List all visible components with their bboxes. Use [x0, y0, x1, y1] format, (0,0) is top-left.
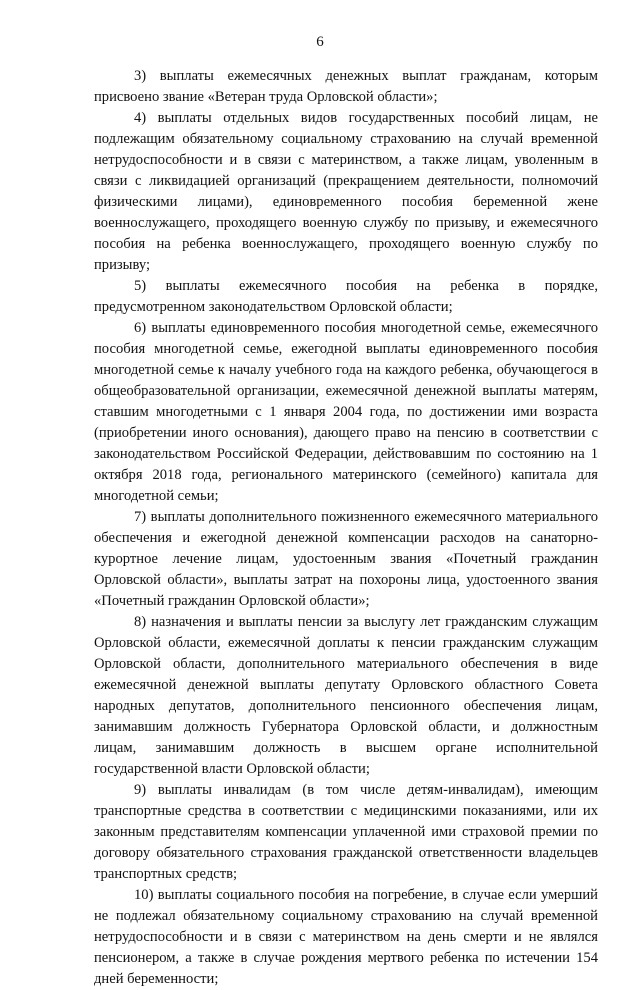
document-body	[94, 66, 598, 990]
paragraph-item-10: 10) выплаты социального пособия на погребение, в случае если умерший не подлежал обязательному социальному страхованию на случай временной нетрудоспособности и в связи с материнством на день смерти и не являлся пенсионером, а также в случае рождения мертвого ребенка по истечении 154 дней беременности;	[94, 887, 598, 987]
paragraph-item-3: 3) выплаты ежемесячных денежных выплат гражданам, которым присвоено звание «Ветеран труда Орловской области»;	[94, 68, 598, 105]
paragraph-item-6: 6) выплаты единовременного пособия многодетной семье, ежемесячного пособия многодетной семье, ежегодной выплаты единовременного пособия многодетной семье к началу учебного года на каждого ребенка, обучающегося в общеобразовательной организации, ежемесячной денежной выплаты матерям, ставшим многодетными с 1 января 2004 года, по достижении ими возраста (приобретении иного основания), дающего право на пенсию в соответствии с законодательством Российской Федерации, действовавшим по состоянию на 1 октября 2018 года, регионального материнского (семейного) капитала для многодетной семьи;	[94, 320, 598, 504]
page-number: 6	[316, 34, 324, 50]
paragraph-item-4: 4) выплаты отдельных видов государственных пособий лицам, не подлежащим обязательному социальному страхованию на случай временной нетрудоспособности и в связи с материнством, а также лицам, уволенным в связи с ликвидацией организаций (прекращением деятельности, полномочий физическими лицами), единовременного пособия беременной жене военнослужащего, проходящего военную службу по призыву, и ежемесячного пособия на ребенка военнослужащего, проходящего военную службу по призыву;	[94, 110, 598, 273]
paragraph-item-5: 5) выплаты ежемесячного пособия на ребенка в порядке, предусмотренном законодательством Орловской области;	[94, 278, 598, 315]
paragraph-item-8: 8) назначения и выплаты пенсии за выслугу лет гражданским служащим Орловской области, ежемесячной доплаты к пенсии гражданским служащим Орловской области, дополнительного материального обеспечения в виде ежемесячной денежной выплаты депутату Орловского областного Совета народных депутатов, дополнительного пенсионного обеспечения лицам, занимавшим должность Губернатора Орловской области, и должностным лицам, занимавшим должность в высшем органе исполнительной государственной власти Орловской области;	[94, 614, 598, 777]
paragraph-item-7: 7) выплаты дополнительного пожизненного ежемесячного материального обеспечения и ежегодной денежной компенсации расходов на санаторно-курортное лечение лицам, удостоенным звания «Почетный гражданин Орловской области», выплаты затрат на похороны лица, удостоенного звания «Почетный гражданин Орловской области»;	[94, 509, 598, 609]
paragraph-item-9: 9) выплаты инвалидам (в том числе детям-инвалидам), имеющим транспортные средства в соответствии с медицинскими показаниями, или их законным представителям компенсации уплаченной ими страховой премии по договору обязательного страхования гражданской ответственности владельцев транспортных средств;	[94, 782, 598, 882]
